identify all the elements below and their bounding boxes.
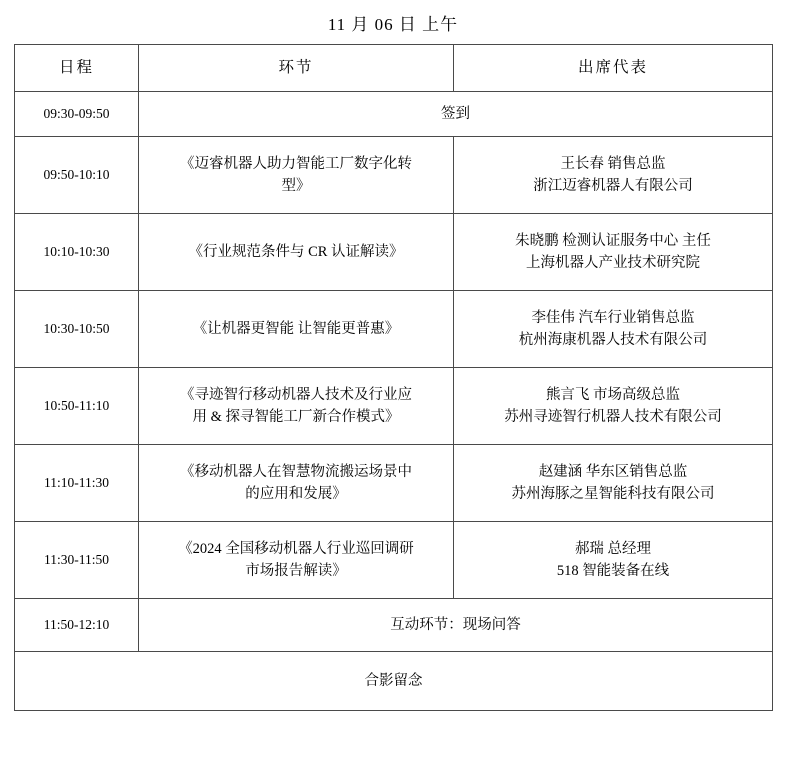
column-header-schedule: 日程 — [15, 45, 139, 92]
table-row — [15, 522, 773, 599]
cell-representative — [454, 445, 773, 522]
table-row — [15, 652, 773, 711]
cell-time: 11:10-11:30 — [15, 445, 139, 522]
session-line-2: 市场报告解读》 — [245, 563, 347, 579]
representative-line-1: 郝瑞 总经理 — [574, 540, 652, 557]
session-line-1: 《让机器更智能 让智能更普惠》 — [192, 320, 400, 337]
cell-session — [139, 291, 454, 368]
column-header-representative: 出席代表 — [454, 45, 773, 92]
table-row — [15, 214, 773, 291]
representative-line-2: 518 智能装备在线 — [556, 563, 670, 579]
table-body — [15, 92, 773, 711]
table-head — [15, 45, 773, 92]
representative-line-1: 李佳伟 汽车行业销售总监 — [531, 309, 695, 326]
cell-span-text: 互动环节：现场问答 — [139, 599, 773, 652]
session-line-1: 《行业规范条件与 CR 认证解读》 — [188, 243, 404, 260]
table-row — [15, 599, 773, 652]
table-row — [15, 92, 773, 137]
session-line-1: 《迈睿机器人助力智能工厂数字化转 — [180, 155, 412, 172]
cell-time: 09:50-10:10 — [15, 137, 139, 214]
cell-representative — [454, 368, 773, 445]
cell-session — [139, 214, 454, 291]
cell-representative — [454, 522, 773, 599]
cell-representative — [454, 137, 773, 214]
session-line-2: 的应用和发展》 — [245, 486, 347, 502]
cell-representative — [454, 291, 773, 368]
session-line-2: 用 & 探寻智能工厂新合作模式》 — [192, 409, 400, 425]
session-line-1: 《寻迹智行移动机器人技术及行业应 — [180, 386, 412, 403]
session-line-1: 《2024 全国移动机器人行业巡回调研 — [178, 540, 414, 557]
column-header-session: 环节 — [139, 45, 454, 92]
cell-representative — [454, 214, 773, 291]
cell-time: 11:50-12:10 — [15, 599, 139, 652]
table-row — [15, 291, 773, 368]
representative-line-2: 浙江迈睿机器人有限公司 — [533, 178, 693, 194]
cell-session — [139, 368, 454, 445]
session-line-2: 型》 — [281, 178, 311, 194]
representative-line-1: 王长春 销售总监 — [560, 155, 666, 172]
cell-time: 09:30-09:50 — [15, 92, 139, 137]
representative-line-2: 上海机器人产业技术研究院 — [526, 255, 700, 271]
representative-line-1: 熊言飞 市场高级总监 — [545, 386, 681, 403]
cell-time: 11:30-11:50 — [15, 522, 139, 599]
cell-time: 10:10-10:30 — [15, 214, 139, 291]
session-line-1: 《移动机器人在智慧物流搬运场景中 — [180, 463, 412, 480]
representative-line-2: 苏州寻迹智行机器人技术有限公司 — [504, 409, 722, 425]
table-row — [15, 445, 773, 522]
cell-full-text: 合影留念 — [15, 652, 773, 711]
schedule-table — [14, 44, 773, 711]
representative-line-1: 朱晓鹏 检测认证服务中心 主任 — [515, 232, 711, 249]
representative-line-2: 杭州海康机器人技术有限公司 — [518, 332, 708, 348]
cell-session — [139, 445, 454, 522]
representative-line-2: 苏州海豚之星智能科技有限公司 — [511, 486, 715, 502]
header-row — [15, 45, 773, 92]
cell-time: 10:30-10:50 — [15, 291, 139, 368]
cell-session — [139, 522, 454, 599]
cell-time: 10:50-11:10 — [15, 368, 139, 445]
cell-span-text: 签到 — [139, 92, 773, 137]
page-title: 11 月 06 日 上午 — [327, 15, 459, 34]
cell-session — [139, 137, 454, 214]
table-row — [15, 368, 773, 445]
representative-line-1: 赵建涵 华东区销售总监 — [538, 463, 688, 480]
table-row — [15, 137, 773, 214]
